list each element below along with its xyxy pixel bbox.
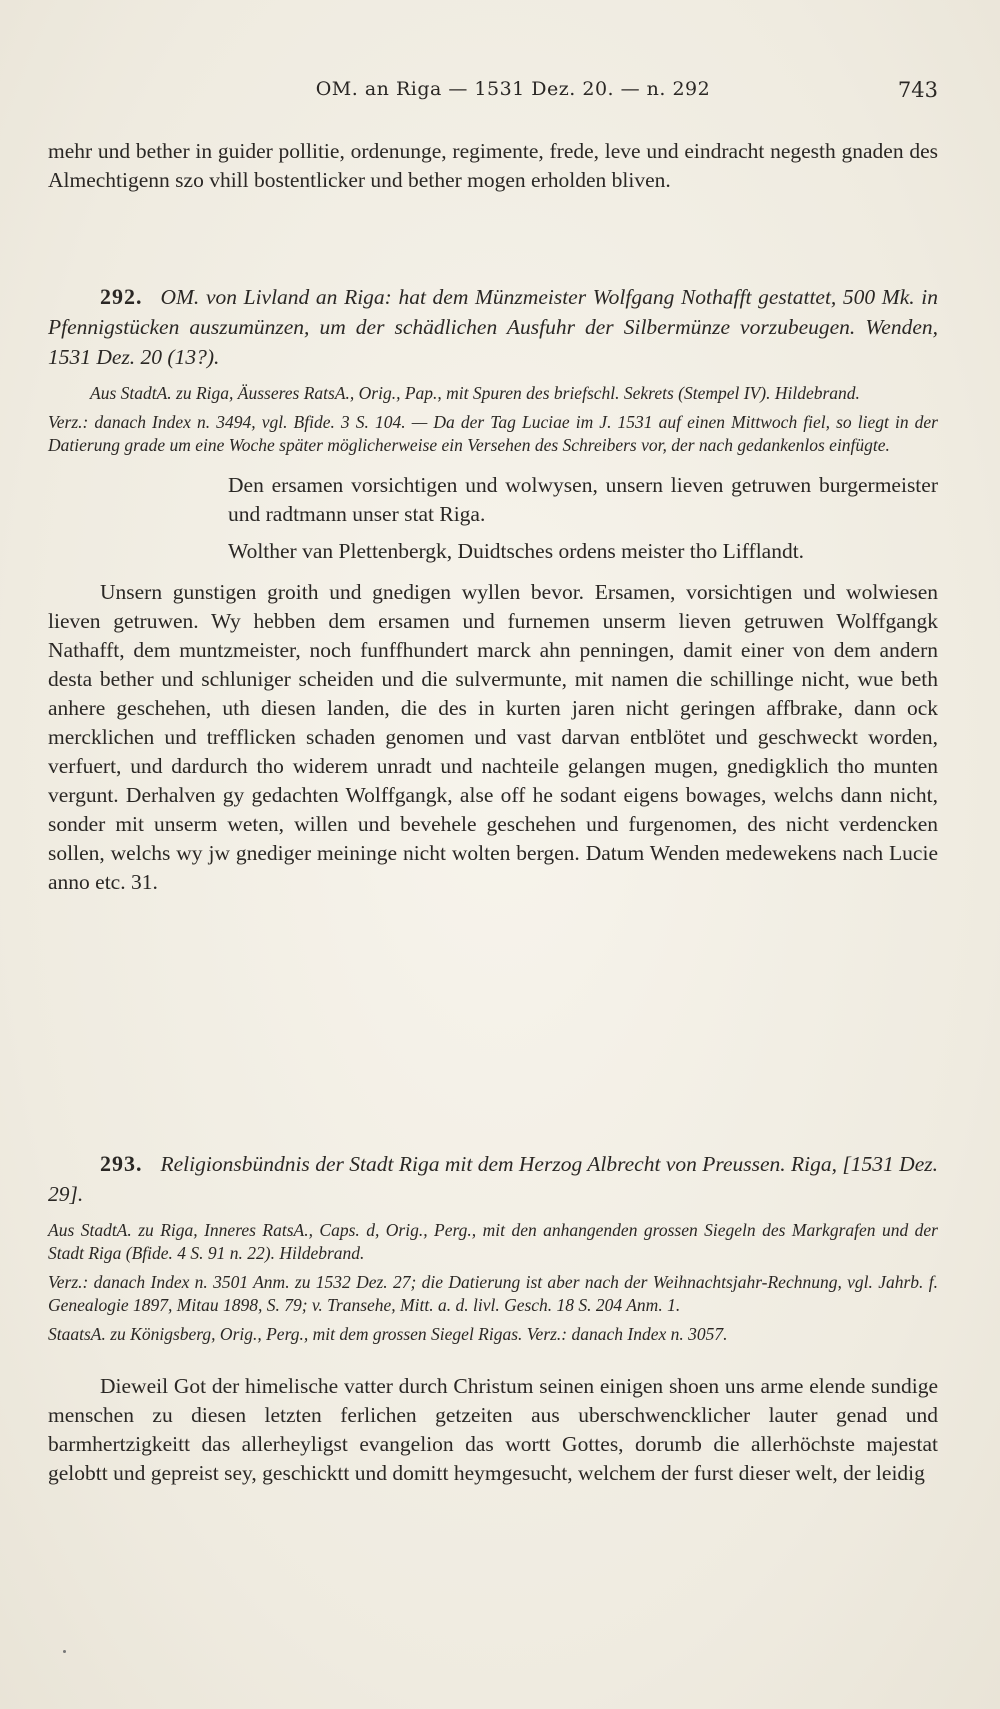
entry-292 xyxy=(48,282,938,897)
entry-293-staats-note: StaatsA. zu Königsberg, Orig., Perg., mit dem grossen Siegel Rigas. Verz.: danach Index n. 3057. xyxy=(48,1324,728,1344)
entry-292-number: 292. xyxy=(100,284,143,309)
running-title: OM. an Riga — 1531 Dez. 20. — n. 292 xyxy=(315,78,711,100)
entry-292-body: Unsern gunstigen groith und gnedigen wyllen bevor. Ersamen, vorsichtigen und wolwiesen lieven getruwen. Wy hebben dem ersamen und furnemen unserm lieven getruwen Wolffgangk Nathafft, dem muntzmeister, noch funffhundert marck ahn penningen, damit einer von dem andern desta bether und schluniger scheiden und die sulvermunte, mit namen die schillinge nicht, wue beth anhere geschehen, uth diesen landen, die des in kurten jaren nicht geringen affbrake, dann ock mercklichen und trefflicken schaden genomen und vast darvan entblötet und geschweckt worden, verfuert, und dardurch tho widerem unradt und nachteile gelangen mugen, gnedigklich tho munten vergunt. Derhalven gy gedachten Wolffgangk, alse off he sodant eigens bowages, welchs dann nicht, sonder mit unserm weten, willen und bevehele geschehen und furgenomen, des nicht verdencken sollen, welchs wy jw gnediger meininge nicht wolten bergen. Datum Wenden medewekens nach Lucie anno etc. 31. xyxy=(48,580,938,894)
entry-293-title: Religionsbündnis der Stadt Riga mit dem Herzog Albrecht von Preussen. Riga, [1531 Dez. 29]. xyxy=(48,1152,938,1206)
entry-293-body: Dieweil Got der himelische vatter durch Christum seinen einigen shoen uns arme elende sundige menschen zu diesen letzten ferlichen getzeiten aus uberschwencklicher lauter genad und barmhertzigkeitt das allerheyligst evangelion das wortt Gottes, dorumb die allerhöchste majestat gelobtt und gepreist sey, geschicktt und domitt heymgesucht, welchem der furst dieser welt, der leidig xyxy=(48,1374,938,1485)
intro-section xyxy=(48,137,938,195)
entry-292-sender: Wolther van Plettenbergk, Duidtsches ordens meister tho Lifflandt. xyxy=(228,539,805,563)
entry-292-address: Den ersamen vorsichtigen und wolwysen, unsern lieven getruwen burgermeister und radtmann unser stat Riga. xyxy=(228,473,938,526)
entry-292-title: OM. von Livland an Riga: hat dem Münzmeister Wolfgang Nothafft gestattet, 500 Mk. in Pfennigstücken auszumünzen, um der schädlichen Ausfuhr der Silbermünze vorzubeugen. Wenden, 1531 Dez. 20 (13?). xyxy=(48,285,938,369)
entry-293-source-note: Aus StadtA. zu Riga, Inneres RatsA., Caps. d, Orig., Perg., mit den anhangenden grossen Siegeln des Markgrafen und der Stadt Riga (Bfide. 4 S. 91 n. 22). Hildebrand. xyxy=(48,1220,938,1263)
page-number: 743 xyxy=(897,78,938,102)
entry-293-number: 293. xyxy=(100,1151,143,1176)
entry-293-verz-note: Verz.: danach Index n. 3501 Anm. zu 1532 Dez. 27; die Datierung ist aber nach der Weihnachtsjahr-Rechnung, vgl. Jahrb. f. Genealogie 1897, Mitau 1898, S. 79; v. Transehe, Mitt. a. d. livl. Gesch. 18 S. 204 Anm. 1. xyxy=(48,1272,938,1315)
entry-293-heading xyxy=(48,1149,938,1209)
entry-292-verz-note: Verz.: danach Index n. 3494, vgl. Bfide. 3 S. 104. — Da der Tag Luciae im J. 1531 auf einen Mittwoch fiel, so liegt in der Datierung grade um eine Woche später möglicherweise ein Versehen des Schreibers vor, der nach gedankenlos einfügte. xyxy=(48,412,938,455)
entry-293 xyxy=(48,1149,938,1488)
entry-292-source-note: Aus StadtA. zu Riga, Äusseres RatsA., Orig., Pap., mit Spuren des briefschl. Sekrets (Stempel IV). Hildebrand. xyxy=(90,383,860,403)
page-header xyxy=(48,78,938,108)
paper-speck xyxy=(63,1650,66,1653)
intro-paragraph: mehr und bether in guider pollitie, ordenunge, regimente, frede, leve und eindracht negesth gnaden des Almechtigenn szo vhill bostentlicker und bether mogen erholden bliven. xyxy=(48,139,938,192)
entry-292-heading xyxy=(48,282,938,372)
